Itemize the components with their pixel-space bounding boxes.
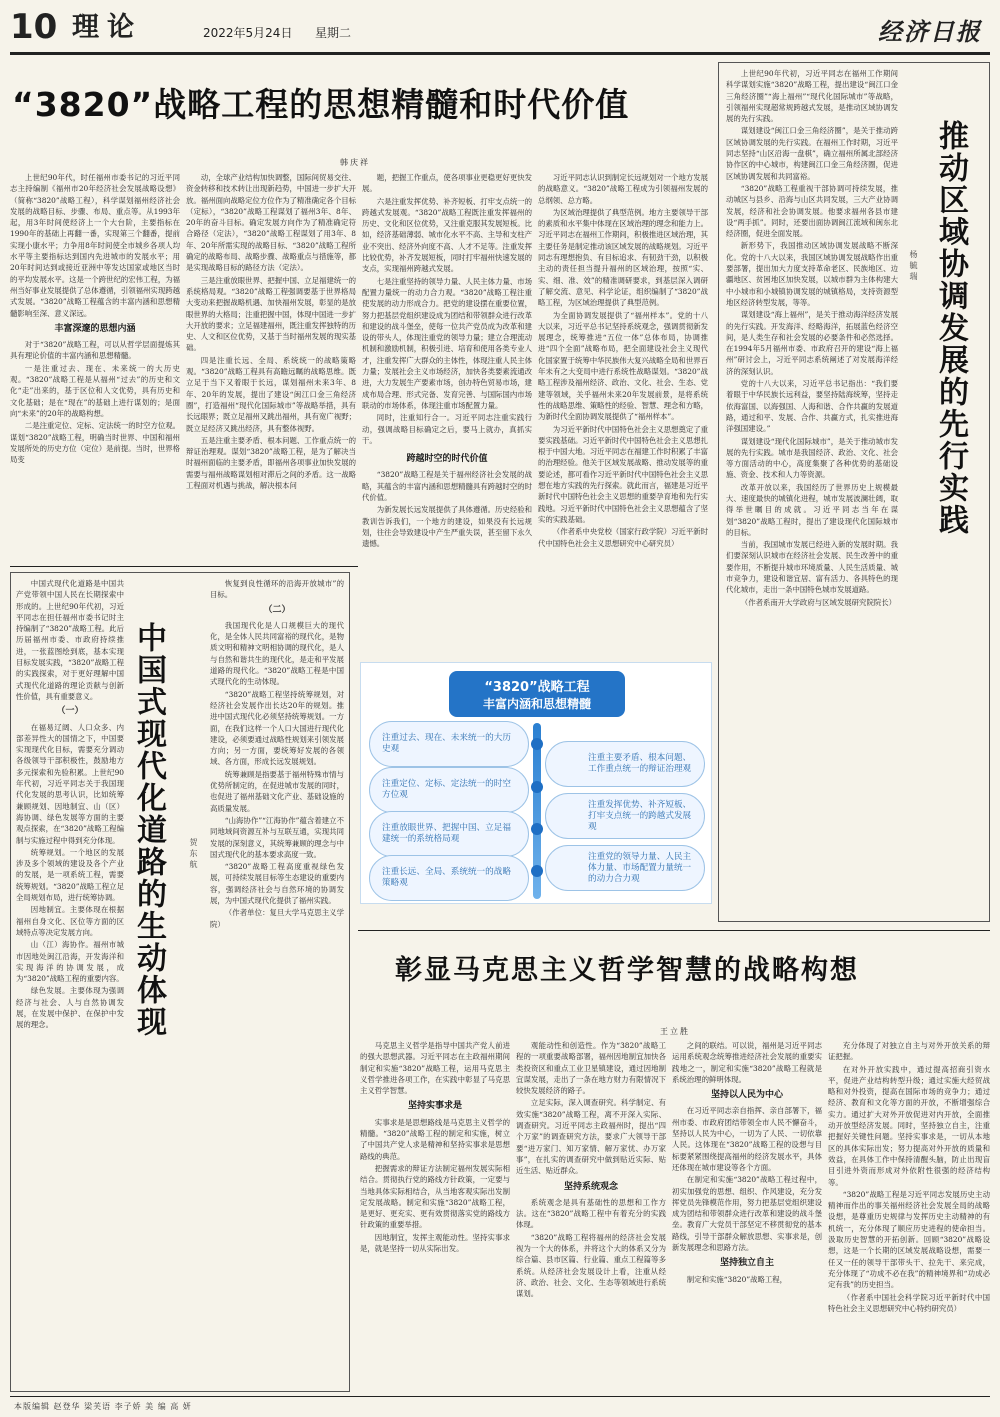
infographic-node	[531, 781, 543, 793]
infographic-right-item: 注重主要矛盾、根本问题、工作重点统一的辩证治理观	[545, 741, 705, 787]
paragraph: 在制定和实施“3820”战略工程过程中，初实加强党的思想、组织、作风建设，充分发挥党员先锋模范作用，努力把基层党组织建设成为团结和带领群众进行改革和建设的战斗堡垒。教育广大党员干部坚定不移贯彻党的基本路线，引导干部群众解放思想、实事求是，创新发展理念和思路方法。	[672, 1175, 822, 1253]
paragraph: 谋划建设“闽江口金三角经济圈”，是关于推动跨区域协调发展的先行实践。在福州工作时期，习近平同志坚持“山区沿海一盘棋”，确立福州所属北部经济协作区的中心城市，构建闽江口金三角经济圈，促进区域协调发展和共同富裕。	[726, 126, 898, 181]
paragraph: 习近平同志认识到制定长远规划对一个地方发展的战略意义。“3820”战略工程成为引领福州发展的总纲领、总方略。	[538, 173, 708, 205]
paragraph: “山海协作”“江海协作”蕴含着建立不同地域间资源互补与互联互通，实现共同发展的深刻意义，其统筹兼顾的理念与中国式现代化的基本要求高度一致。	[210, 815, 344, 859]
paragraph: 对于“3820”战略工程，可以从哲学层面提炼其具有理论价值的丰富内涵和思想精髓。	[10, 340, 180, 361]
paragraph: 动，全球产业结构加快调整，国际间贸易交往、资金转移和技术转让出现新趋势，中国进一步扩大开放。福州面向战略定位方位作为了精准确定各个目标（定标），“3820”战略工程谋划了福州3年、8年、20年的奋斗目标。确定发展方向作为了精准确定符合路径（定法），“3820”战略工程谋划了用3年、8年、20年所需实现的战略目标、“3820”战略工程所确定的战略布局、战略步骤、战略重点与措施等，都是实现战略目标的路径方法（定法）。	[186, 173, 356, 273]
paragraph: 新形势下，我国推动区域协调发展战略不断深化。党的十八大以来，我国区域协调发展战略作出重要部署，提出加大力度支持革命老区、民族地区、边疆地区、贫困地区加快发展，以城市群为主体构建大中小城市和小城镇协调发展的城镇格局，支持资源型地区经济转型发展，等等。	[726, 241, 898, 307]
paragraph: 马克思主义哲学是指导中国共产党人前进的强大思想武器。习近平同志在主政福州期间制定和实施“3820”战略工程，运用马克思主义哲学推进各项工作，在实践中彰显了马克思主义哲学智慧。	[360, 1041, 510, 1096]
issue-date: 2022年5月24日	[203, 26, 293, 40]
paragraph: 充分体现了对独立自主与对外开放关系的辩证把握。	[828, 1041, 990, 1062]
paragraph: 因地制宜，发挥主观能动性。坚持实事求是，就是坚持一切从实际出发。	[360, 1232, 510, 1254]
footer-credits: 本版编辑 赵登华 梁芙语 李子娇 美 编 高 妍	[14, 1402, 192, 1411]
article1-author: 韩庆祥	[340, 158, 370, 167]
paragraph: 当前，我国城市发展已经进入新的发展时期。我们要深刻认识城市在经济社会发展、民生改善中的重要作用，不断提升城市环境质量、人民生活质量、城市竞争力，建设和谐宜居、富有活力、各具特色的现代化城市，走出一条中国特色城市发展道路。	[726, 540, 898, 595]
paragraph: 之间的联结。可以说，福州是习近平同志运用系统观念统筹推进经济社会发展的重要实践地之一，制定和实施“3820”战略工程就是系统治理的鲜明体现。	[672, 1041, 822, 1084]
masthead	[10, 8, 990, 50]
paragraph: 恢复到良性循环的沿海开放城市”的目标。	[210, 579, 344, 600]
article3-column-2	[210, 578, 344, 1384]
paragraph: 六是注重发挥优势、补齐短板、打牢支点统一的跨越式发展观。“3820”战略工程既注重发挥福州的历史、文化和区位优势，又注重克服其发展短板。比如，经济基础薄弱、城市化水平不高、主导和支柱产业不突出、经济外向度不高、人才不足等。注重发挥比较优势，补齐发展短板，同时打牢福州快速发展的支点，实现福州跨越式发展。	[362, 196, 532, 274]
article1-headline: “3820”战略工程的思想精髓和时代价值	[12, 85, 630, 124]
footer-rule	[10, 1396, 990, 1397]
article4-headline: 彰显马克思主义哲学智慧的战略构想	[395, 955, 859, 986]
article1-column-4	[538, 172, 708, 662]
infographic-right-item: 注重发挥优势、补齐短板、打牢支点统一的跨越式发展观	[545, 793, 705, 839]
paragraph: 系统观念是具有基础性的思想和工作方法。这在“3820”战略工程中有着充分的实践体现。	[516, 1197, 666, 1230]
paragraph: 山（江）海协作。福州市城市因地处闽江沿海，开发海洋和实现海洋的协调发展，成为“3820”战略工程的重要内容。	[16, 940, 124, 984]
infographic-left-item: 注重过去、现在、未来统一的大历史观	[369, 721, 529, 767]
paragraph: 实事求是是思想路线是马克思主义哲学的精髓。“3820”战略工程的制定和实施，树立了中国共产党人求是精神和坚持实事求是思想路线的典范。	[360, 1117, 510, 1161]
article4-subhead-1: 坚持实事求是	[407, 1101, 462, 1112]
article4-subhead-2: 坚持系统观念	[563, 1181, 618, 1192]
paragraph: 在对外开放实践中，通过提高招商引资水平，促进产业结构转型升级；通过实施大经贸战略和对外投资，提高在国际市场的竞争力；通过经济、教育和文化等方面的开放，不断增强综合实力。通过扩大对外开放促进对内开放，全面推动开放型经济发展。同时，坚持独立自主，注重把握好关键性问题。坚持实事求是，一切从本地区的具体实际出发；努力提高对外开放的质量和效益，在具体工作中保持清醒头脑，防止出现盲目引进外资而形成对外依附性很强的经济结构等。	[828, 1064, 990, 1187]
paragraph: “3820”战略工程重视干部协调可持续发展，推动城区与县乡、沿海与山区共同发展，三大产业协调发展，经济和社会协调发展。他要求福州各县市建设“两手抓”。同时，还要出面协调闽江流域和闽东北经济圈，促进全面发展。	[726, 183, 898, 239]
issue-weekday: 星期二	[315, 26, 352, 40]
article4-author: 王立胜	[660, 1027, 690, 1036]
article2-body	[726, 68, 898, 914]
paragraph: 统筹规划。一个地区的发展涉及多个领域的建设及各个产业的发展，是一项系统工程，需要统筹规划。“3820”战略工程立足全局规划布局，进行统筹协调。	[16, 847, 124, 903]
article2-author: 杨毓瑞	[909, 250, 918, 283]
paragraph: 把握需求的辩证方法制定福州发展实际相结合。贯彻执行党的路线方针政策，一定要与当地具体实际相结合，从当地客观实际出发制定发展战略。制定和实施“3820”战略工程，是更好、更充实、更有效贯彻落实党的路线方针政策的重要举措。	[360, 1163, 510, 1230]
masthead-rule	[10, 52, 990, 55]
article3-column-1	[16, 578, 124, 1384]
infographic-left-item: 注重定位、定标、定法统一的时空方位观	[369, 767, 529, 813]
article4-top-rule	[358, 930, 990, 931]
paragraph: 三是注重放眼世界、把握中国、立足福建统一的系统格局观。“3820”战略工程强调要基于世界格局大变动来把握战略机遇、加快福州发展，彰显的是放眼世界的大格局；注重把握中国，体现中国进一步扩大开放的要求；立足福建福州，既注重发挥独特的历史、人文和区位优势，又基于当时福州发展的现实基础。	[186, 275, 356, 353]
article3-author: 贺东航	[189, 838, 198, 871]
paragraph: “3820”战略工程将福州的经济社会发展视为一个大的体系，并将这个大的体系又分为综合篇、县市区篇、行业篇、重点工程篇等多系统。从经济社会发展设计上看，注重从经济、政治、社会、文化、生态等领域进行系统谋划。	[516, 1232, 666, 1299]
paragraph: 四是注重长远、全局、系统统一的战略策略观。“3820”战略工程具有高瞻远瞩的战略思维。既立足于当下又着眼于长远，谋划福州未来3年、8年、20年的发展，提出了建设“闽江口金三角经济圈”，打造福州“现代化国际城市”等战略举措，具有长远眼界；既立足福州又跳出福州，具有宽广视野；既立足经济又跳出经济，具有整体视野。	[186, 355, 356, 433]
infographic-node	[531, 738, 543, 750]
article4-column-1	[360, 1040, 510, 1392]
paragraph: 为新发展长远发展提供了具体遵循。历史经验和教训告诉我们，一个地方的建设，如果没有长远规划，往往会导致建设中产生严重失误，甚至留下永久遗憾。	[362, 505, 532, 549]
article1-column-1	[10, 172, 180, 562]
article1-subhead-mid: 跨越时空的时代价值	[406, 454, 488, 465]
paragraph: “3820”战略工程是关于福州经济社会发展的战略，其蕴含的丰富内涵和思想精髓具有跨越时空的时代价值。	[362, 470, 532, 503]
infographic-node	[531, 823, 543, 835]
article4-subhead-4: 坚持独立自主	[719, 1258, 774, 1269]
article3-section-2: （二）	[263, 604, 291, 615]
paragraph: 上世纪90年代，时任福州市委书记的习近平同志主持编制《福州市20年经济社会发展战略设想》（简称“3820”战略工程），科学谋划福州经济社会发展的战略目标、步骤、布局、重点等。从1993年起，用3年时间使经济上一个大台阶，主要指标在1990年的基础上再翻一番，实现第三个翻番，提前实现小康水平；力争用8年时间使全市城乡各项人均水平等主要指标达到国内先进城市的发展水平；用20年时间达到或接近亚洲中等发达国家或地区当时的平均发展水平。这是一个跨世纪的宏伟工程，为福州当好事业发展提供了总体遵循，引领福州实现跨越式发展。“3820”战略工程蕴含的丰富内涵和思想精髓影响至深、意义深远。	[10, 173, 180, 318]
paragraph: 在习近平同志亲自指挥、亲自部署下，福州市委、市政府团结带领全市人民不懈奋斗，坚持以人民为中心，一切为了人民、一切依靠人民。这体现在“3820”战略工程的设想与目标要紧紧围绕提高福州的经济发展水平，具体还体现在城市建设等各个方面。	[672, 1106, 822, 1172]
paragraph: 党的十八大以来，习近平总书记指出：“我们要着眼于中华民族长远利益，要坚持陆海统筹，坚持走依海富国、以海强国、人海和谐、合作共赢的发展道路，通过和平、发展、合作、共赢方式，扎实推进海洋强国建设。”	[726, 379, 898, 434]
paragraph: “3820”战略工程高度重视绿色发展，可持续发展目标等生态建设的重要内容，强调经济社会与自然环境的协调发展，为中国式现代化提供了福州实践。	[210, 862, 344, 906]
paragraph: 上世纪90年代初，习近平同志在福州工作期间科学谋划实施“3820”战略工程，提出建设“闽江口金三角经济圈”“海上福州”“现代化国际城市”等战略，引领福州实现超常规跨越式发展，是推动区域协调发展的先行实践。	[726, 69, 898, 124]
author-note: （作者单位：复旦大学马克思主义学院）	[210, 908, 344, 929]
paragraph: 因地制宜。主要体现在根据福州自身文化、区位等方面的区域特点等决定发展方向。	[16, 905, 124, 937]
infographic-title-line1: “3820”战略工程	[484, 680, 590, 695]
page-number: 10	[10, 7, 58, 47]
infographic-right-item: 注重党的领导力量、人民主体力量、市场配置力量统一的动力合力观	[545, 845, 705, 891]
infographic-left-item: 注重放眼世界、把握中国、立足福建统一的系统格局观	[369, 811, 529, 857]
paragraph: 一是注重过去、现在、未来统一的大历史观。“3820”战略工程是从福州“过去”的历史和文化“走”出来的，基于区位和人文优势，具有历史和文化基础；是在“现在”的基础上进行谋划的；是面向“未来”的20年的战略构想。	[10, 363, 180, 418]
newspaper-logo: 经济日报	[878, 17, 982, 46]
paragraph: 题，把握工作重点，使各项事业更稳更好更快发展。	[362, 173, 532, 194]
article4-subhead-3: 坚持以人民为中心	[710, 1090, 783, 1101]
article3-section-1: （一）	[56, 706, 84, 717]
paragraph: 同时，注重知行合一。习近平同志注重实践行动，强调战略目标确定之后，要马上就办，真抓实干。	[362, 413, 532, 445]
article2-headline: 推动区域协调发展的先行实践	[933, 120, 968, 536]
article4-column-3	[672, 1040, 822, 1392]
infographic-title-line2: 丰富内涵和思想精髓	[482, 697, 591, 711]
infographic-left-item: 注重长远、全局、系统统一的战略策略观	[369, 855, 529, 901]
paragraph: 为区域治理提供了典型范例。地方主要领导干部的素质和水平集中体现在区域治理的理念和能力上。习近平同志在福州工作期间，积极推进区域治理，其主要任务是制定推动该区域发展的战略规划。习近平同志有理想抱负、有目标追求、有韧劲干劲，以积极主动的责任担当提升福州的区域治理，按照“实、实、细、准、效”的精准调研要求，到基层深入调研了解交流、意见、科学论证，组织编制了“3820”战略工程，为区域治理提供了典型范例。	[538, 207, 708, 308]
paragraph: “3820”战略工程是习近平同志发展历史主动精神而作出的事关福州经济社会发展全局的战略设想，是尊重历史规律与发挥历史主动精神的有机统一，充分体现了顺应历史进程的使命担当。汲取历史智慧的开拓创新。回顾“3820”战略设想，这是一个长期的区域发展战略设想，需要一任又一任的领导干部带头干、拉先干、来完成，充分体现了“功成不必在我”的精神境界和“功成必定有我”的历史担当。	[828, 1189, 990, 1290]
section-divider	[10, 566, 358, 567]
paragraph: 谋划建设“现代化国际城市”，是关于推动城市发展的先行实践。城市是我国经济、政治、文化、社会等方面活动的中心，高度集聚了各种优势的基础设施、资金、技术和人力等资源。	[726, 436, 898, 480]
article1-column-2	[186, 172, 356, 562]
paragraph: 谋划建设“海上福州”，是关于推动海洋经济发展的先行实践。开发海洋、经略海洋，拓展蓝色经济空间，是人类生存和社会发展的必要条件和必然选择。在1994年5月福州市委、市政府召开的建设“海上福州”研讨会上，习近平同志系统阐述了对发展海洋经济的深刻认识。	[726, 310, 898, 376]
article1-subhead-1: 丰富深邃的思想内涵	[54, 323, 136, 334]
paragraph: 观能动性和创造性。作为“3820”战略工程的一项重要战略部署，福州因地制宜加快各类投资区和重点工业卫星镇建设，通过因地制宜谋发展，走出了一条在地方财力有限情况下较快发展经济的路子。	[516, 1041, 666, 1096]
paragraph: 为全面协调发展提供了“福州样本”。党的十八大以来，习近平总书记坚持系统观念，强调贯彻新发展理念，统筹推进“五位一体”总体布局，协调推进“四个全面”战略布局，把全面建设社会主义现代化国家置于统筹中华民族伟大复兴战略全局和世界百年未有之大变局中进行系统性战略谋划。“3820”战略工程涉及福州经济、政治、文化、社会、生态、党建等领域，关乎福州未来20年发展前景，是将系统性的战略思维、策略性的经验、智慧、理念和方略，为新时代全面协调发展提供了“福州样本”。	[538, 310, 708, 422]
infographic-node	[531, 865, 543, 877]
article4-column-2	[516, 1040, 666, 1392]
infographic	[360, 662, 712, 904]
paragraph: 七是注重坚持的领导力量、人民主体力量、市场配置力量统一的动力合力观。“3820”战略工程注重使发展的动力形成合力。把党的建设摆在重要位置，努力把基层党组织建设成为团结和带领群众进行改革和建设的战斗堡垒，使每一位共产党员成为改革和建设的带头人，体现注重党的领导力量；建立合理流动机制和激励机制，积极引进、培育和使用各类专业人才，注重发挥广大群众的主体性，体现注重人民主体力量；发展社会主义市场经济，加快各类要素流通改进，大力发展生产要素市场，创办特色贸易市场，建成布局合理、形式完备、发育完善、与国际国内市场联动的市场体系，体现注重市场配置力量。	[362, 276, 532, 410]
paragraph: 统筹兼顾是指要基于福州特殊市情与优势所制定的，在促进城市发展的同时，也促进了福州基础文化产业、基础设施的高质量发展。	[210, 769, 344, 813]
paragraph: 为习近平新时代中国特色社会主义思想奠定了重要实践基础。习近平新时代中国特色社会主义思想扎根于中国大地。习近平同志在福建工作时积累了丰富的治理经验。他关于区域发展战略、推动发展等的重要论述，都可看作习近平新时代中国特色社会主义思想在地方实践的先行探索。就此而言，福建是习近平新时代中国特色社会主义思想的重要孕育地和先行实践地。习近平新时代中国特色社会主义思想蕴含了坚实的实践基础。	[538, 424, 708, 524]
paragraph: 改革开放以来，我国经历了世界历史上规模最大、速度最快的城镇化进程，城市发展波澜壮阔，取得举世瞩目的成就。习近平同志当年在谋划“3820”战略工程时，提出了建设现代化国际城市的目标。	[726, 482, 898, 537]
paragraph: “3820”战略工程坚持统筹规划，对经济社会发展作出长达20年的规划。推进中国式现代化必须坚持统筹规划。一方面，在我们这样一个人口大国进行现代化建设，必须要通过战略性规划来引领发展方向；另一方面，要统筹好发展的各领域、各方面，形成长远发展规划。	[210, 689, 344, 767]
paragraph: 我国现代化是人口规模巨大的现代化，是全体人民共同富裕的现代化，是物质文明和精神文明相协调的现代化，是人与自然和谐共生的现代化，是走和平发展道路的现代化。“3820”战略工程是中国式现代化的生动体现。	[210, 620, 344, 687]
article1-column-3	[362, 172, 532, 662]
paragraph: 中国式现代化道路是中国共产党带领中国人民在长期探索中形成的。上世纪90年代初，习近平同志在担任福州市委书记时主持编制了“3820”战略工程。此后历届福州市委、市政府持续推进，一张蓝图绘到底，基本实现目标发展实践，“3820”战略工程的实践探索，对于更好理解中国式现代化道路的理论贡献与创新性价值，具有重要意义。	[16, 579, 124, 701]
author-note: （作者系中央党校（国家行政学院）习近平新时代中国特色社会主义思想研究中心研究员）	[538, 527, 708, 548]
paragraph: 绿色发展。主要体现为强调经济与社会、人与自然协调发展，在发展中保护、在保护中发展的理念。	[16, 986, 124, 1030]
paragraph: 立足实际，深入调查研究。科学制定、有效实施“3820”战略工程，离不开深入实际、调查研究。习近平同志主政福州时，提出“四个万家”的调查研究方法，要求广大领导干部要“进万家门、知万家情、解万家忧、办万家事”，在扎实的调查研究中做到贴近实际、贴近生活、贴近群众。	[516, 1098, 666, 1176]
paragraph: 二是注重定位、定标、定法统一的时空方位观。谋划“3820”战略工程，明确当时世界、中国和福州发展所处的历史方位（定位）是前提。当时，世界格局变	[10, 421, 180, 465]
article4-column-4	[828, 1040, 990, 1392]
section-title: 理论	[72, 12, 142, 43]
paragraph: 在福易辽阔、人口众多、内部差异性大的国情之下，中国要实现现代化目标，需要充分调动各级领导干部积极性，鼓励地方多元探索和先验积累。上世纪90年代初，习近平同志关于我国现代化发展的思考认识，比如统筹兼顾规划、因地制宜、山（区）海协调、绿色发展等方面的主要观点探索，在“3820”战略工程编制与实施过程中得到充分体现。	[16, 722, 124, 845]
article3-headline: 中国式现代化道路的生动体现	[131, 622, 166, 1038]
paragraph: 五是注重主要矛盾、根本问题、工作重点统一的辩证治理观。谋划“3820”战略工程，是为了解决当时福州面临的主要矛盾，即福州各项事业加快发展的需要与福州战略谋划相对滞后之间的矛盾。这一战略工程面对机遇与挑战，解决根本问	[186, 435, 356, 491]
paragraph: 制定和实施“3820”战略工程，	[686, 1274, 788, 1284]
author-note: （作者系南开大学政府与区域发展研究院院长）	[740, 597, 897, 607]
author-note: （作者系中国社会科学院习近平新时代中国特色社会主义思想研究中心特约研究员）	[828, 1292, 990, 1313]
